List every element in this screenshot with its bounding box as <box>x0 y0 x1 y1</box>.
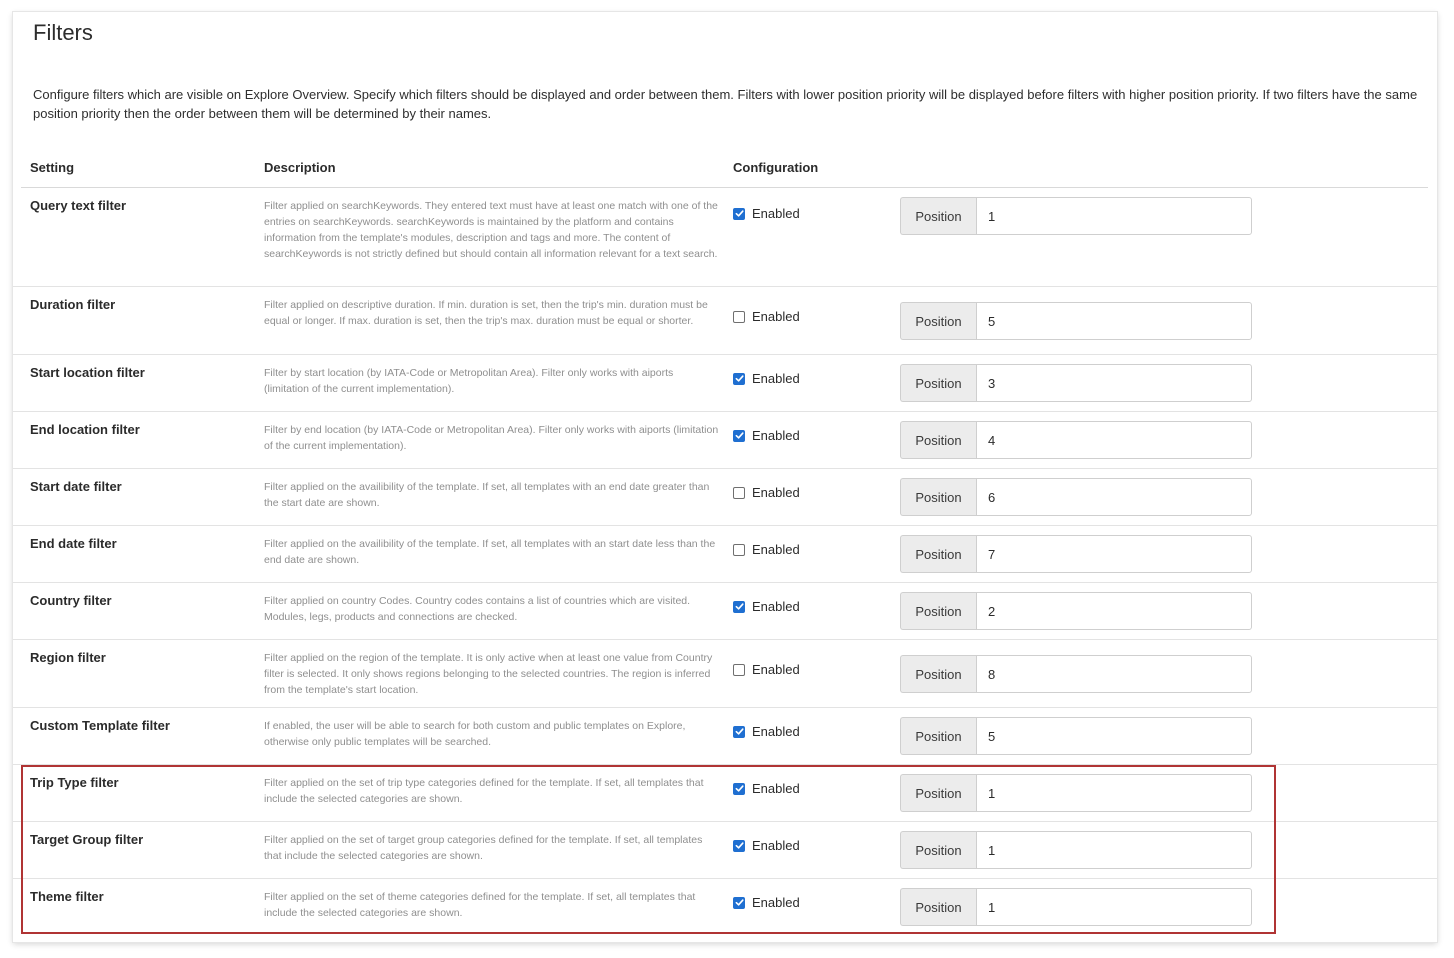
position-label: Position <box>900 302 976 340</box>
position-input[interactable] <box>976 717 1252 755</box>
setting-name: Start location filter <box>30 365 145 380</box>
position-input[interactable] <box>976 302 1252 340</box>
position-field <box>900 478 1252 516</box>
enabled-checkbox[interactable] <box>733 781 800 796</box>
setting-description: Filter applied on descriptive duration. If min. duration is set, then the trip's min. duration must be equal or longer. If max. duration is set, then the trip's max. duration must be equal or shorter. <box>264 299 708 327</box>
setting-description: Filter applied on the set of trip type categories defined for the template. If set, all templates that include the selected categories are shown. <box>264 777 704 805</box>
position-label: Position <box>900 888 976 926</box>
checkbox-unchecked-icon[interactable] <box>733 544 745 556</box>
setting-description: Filter by end location (by IATA-Code or Metropolitan Area). Filter only works with aiports (limitation of the current implementation). <box>264 424 719 452</box>
table-row <box>13 822 1437 879</box>
position-input[interactable] <box>976 655 1252 693</box>
checkbox-checked-icon[interactable] <box>733 840 745 852</box>
position-label: Position <box>900 831 976 869</box>
position-label: Position <box>900 364 976 402</box>
setting-name: Country filter <box>30 593 112 608</box>
setting-name: Start date filter <box>30 479 122 494</box>
checkbox-checked-icon[interactable] <box>733 601 745 613</box>
setting-name: Region filter <box>30 650 106 665</box>
position-input[interactable] <box>976 831 1252 869</box>
checkbox-checked-icon[interactable] <box>733 430 745 442</box>
enabled-label: Enabled <box>752 206 800 221</box>
enabled-label: Enabled <box>752 838 800 853</box>
setting-name: End location filter <box>30 422 140 437</box>
position-field <box>900 197 1252 235</box>
table-row <box>13 412 1437 469</box>
position-input[interactable] <box>976 478 1252 516</box>
enabled-checkbox[interactable] <box>733 542 800 557</box>
header-description: Description <box>264 160 336 175</box>
setting-description: Filter applied on the availibility of the template. If set, all templates with an start date less than the end date are shown. <box>264 538 716 566</box>
filters-panel <box>13 12 1437 942</box>
table-row <box>13 765 1437 822</box>
table-row <box>13 188 1437 287</box>
enabled-checkbox[interactable] <box>733 662 800 677</box>
table-row <box>13 469 1437 526</box>
intro-text: Configure filters which are visible on Explore Overview. Specify which filters should be displayed and order between them. Filters with lower position priority will be displayed before filters with higher position priority. If two filters have the same position priority then the order between them will be determined by their names. <box>33 87 1418 121</box>
position-input[interactable] <box>976 421 1252 459</box>
checkbox-checked-icon[interactable] <box>733 726 745 738</box>
enabled-label: Enabled <box>752 309 800 324</box>
setting-description: Filter by start location (by IATA-Code or Metropolitan Area). Filter only works with aiports (limitation of the current implementation). <box>264 367 674 395</box>
position-field <box>900 717 1252 755</box>
position-label: Position <box>900 535 976 573</box>
enabled-label: Enabled <box>752 781 800 796</box>
table-row <box>13 526 1437 583</box>
table-row <box>13 879 1437 934</box>
position-field <box>900 592 1252 630</box>
setting-description: Filter applied on searchKeywords. They entered text must have at least one match with one of the entries on searchKeywords. searchKeywords is maintained by the platform and contains information from the template's modules, description and tags and more. The content of searchKeywords is not strictly defined but should contain all information relevant for a text search. <box>264 200 718 260</box>
position-label: Position <box>900 774 976 812</box>
enabled-checkbox[interactable] <box>733 838 800 853</box>
setting-description: Filter applied on the set of theme categories defined for the template. If set, all templates that include the selected categories are shown. <box>264 891 696 919</box>
checkbox-unchecked-icon[interactable] <box>733 664 745 676</box>
enabled-label: Enabled <box>752 485 800 500</box>
enabled-checkbox[interactable] <box>733 371 800 386</box>
enabled-label: Enabled <box>752 371 800 386</box>
setting-name: Query text filter <box>30 198 127 213</box>
position-field <box>900 888 1252 926</box>
position-field <box>900 655 1252 693</box>
enabled-checkbox[interactable] <box>733 895 800 910</box>
position-label: Position <box>900 655 976 693</box>
setting-name: Target Group filter <box>30 832 144 847</box>
enabled-label: Enabled <box>752 599 800 614</box>
enabled-label: Enabled <box>752 724 800 739</box>
setting-description: Filter applied on the availibility of the template. If set, all templates with an end date greater than the start date are shown. <box>264 481 710 509</box>
setting-name: Custom Template filter <box>30 718 170 733</box>
setting-name: Theme filter <box>30 889 104 904</box>
table-row <box>13 708 1437 765</box>
setting-description: Filter applied on the region of the template. It is only active when at least one value from Country filter is selected. It only shows regions belonging to the selected countries. The region is inferred from the template's start location. <box>264 652 713 696</box>
setting-name: Duration filter <box>30 297 116 312</box>
header-configuration: Configuration <box>733 160 819 175</box>
enabled-checkbox[interactable] <box>733 599 800 614</box>
checkbox-checked-icon[interactable] <box>733 783 745 795</box>
table-row <box>13 640 1437 708</box>
position-input[interactable] <box>976 197 1252 235</box>
header-setting: Setting <box>30 160 75 175</box>
position-field <box>900 364 1252 402</box>
position-input[interactable] <box>976 888 1252 926</box>
position-label: Position <box>900 478 976 516</box>
position-input[interactable] <box>976 535 1252 573</box>
enabled-checkbox[interactable] <box>733 309 800 324</box>
position-label: Position <box>900 197 976 235</box>
checkbox-checked-icon[interactable] <box>733 208 745 220</box>
filters-table <box>13 188 1437 934</box>
checkbox-unchecked-icon[interactable] <box>733 311 745 323</box>
setting-description: If enabled, the user will be able to search for both custom and public templates on Explore, otherwise only public templates will be searched. <box>264 720 686 748</box>
enabled-label: Enabled <box>752 542 800 557</box>
enabled-label: Enabled <box>752 662 800 677</box>
enabled-label: Enabled <box>752 428 800 443</box>
position-field <box>900 302 1252 340</box>
position-field <box>900 421 1252 459</box>
position-input[interactable] <box>976 592 1252 630</box>
table-row <box>13 287 1437 355</box>
setting-description: Filter applied on the set of target group categories defined for the template. If set, all templates that include the selected categories are shown. <box>264 834 703 862</box>
position-field <box>900 831 1252 869</box>
table-row <box>13 583 1437 640</box>
setting-name: Trip Type filter <box>30 775 119 790</box>
position-label: Position <box>900 592 976 630</box>
enabled-checkbox[interactable] <box>733 428 800 443</box>
position-input[interactable] <box>976 364 1252 402</box>
checkbox-checked-icon[interactable] <box>733 897 745 909</box>
enabled-checkbox[interactable] <box>733 724 800 739</box>
enabled-checkbox[interactable] <box>733 206 800 221</box>
setting-name: End date filter <box>30 536 117 551</box>
position-input[interactable] <box>976 774 1252 812</box>
position-label: Position <box>900 421 976 459</box>
checkbox-unchecked-icon[interactable] <box>733 487 745 499</box>
page-title: Filters <box>33 20 93 45</box>
enabled-label: Enabled <box>752 895 800 910</box>
enabled-checkbox[interactable] <box>733 485 800 500</box>
checkbox-checked-icon[interactable] <box>733 373 745 385</box>
setting-description: Filter applied on country Codes. Country codes contains a list of countries which are visited. Modules, legs, products and connections are checked. <box>264 595 691 623</box>
table-row <box>13 355 1437 412</box>
position-field <box>900 774 1252 812</box>
position-label: Position <box>900 717 976 755</box>
position-field <box>900 535 1252 573</box>
